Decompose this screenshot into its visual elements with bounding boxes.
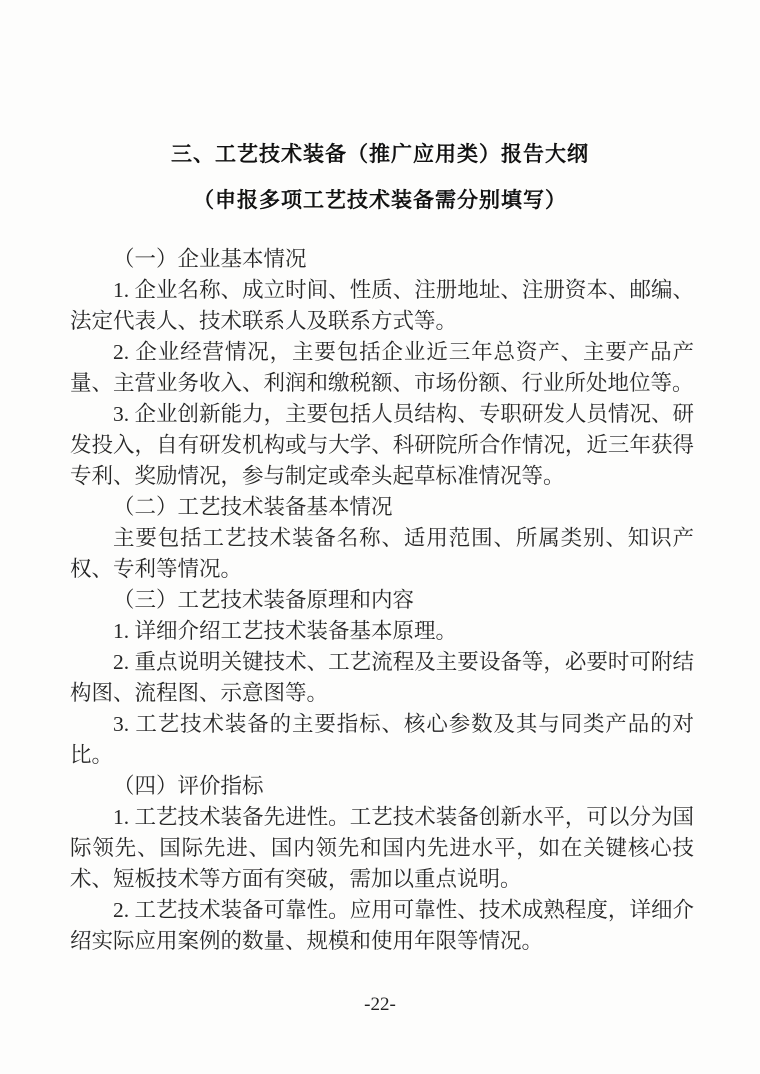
paragraph: 3. 工艺技术装备的主要指标、核心参数及其与同类产品的对比。 (70, 712, 694, 767)
document-subtitle: （申报多项工艺技术装备需分别填写） (193, 189, 567, 212)
section-heading-2: （二）工艺技术装备基本情况 (113, 495, 393, 519)
paragraph: 1. 工艺技术装备先进性。工艺技术装备创新水平，可以分为国际领先、国际先进、国内领先和国内先进水平，如在关键核心技术、短板技术等方面有突破，需加以重点说明。 (70, 805, 694, 891)
paragraph: 2. 企业经营情况，主要包括企业近三年总资产、主要产品产量、主营业务收入、利润和缴税额、市场份额、行业所处地位等。 (70, 340, 694, 395)
section-heading-1: （一）企业基本情况 (113, 247, 307, 271)
paragraph: 3. 企业创新能力，主要包括人员结构、专职研发人员情况、研发投入，自有研发机构或与大学、科研院所合作情况，近三年获得专利、奖励情况，参与制定或牵头起草标准情况等。 (70, 402, 694, 488)
section-heading-4: （四）评价指标 (113, 774, 264, 798)
paragraph: 2. 重点说明关键技术、工艺流程及主要设备等，必要时可附结构图、流程图、示意图等。 (70, 650, 694, 705)
document-title: 三、工艺技术装备（推广应用类）报告大纲 (171, 143, 589, 166)
paragraph: 主要包括工艺技术装备名称、适用范围、所属类别、知识产权、专利等情况。 (70, 526, 694, 581)
document-body (70, 244, 694, 957)
section-heading-3: （三）工艺技术装备原理和内容 (113, 588, 415, 612)
paragraph: 1. 企业名称、成立时间、性质、注册地址、注册资本、邮编、法定代表人、技术联系人及联系方式等。 (70, 278, 694, 333)
paragraph: 2. 工艺技术装备可靠性。应用可靠性、技术成熟程度，详细介绍实际应用案例的数量、规模和使用年限等情况。 (70, 898, 694, 953)
paragraph: 1. 详细介绍工艺技术装备基本原理。 (113, 619, 458, 643)
page-number: -22- (364, 994, 396, 1015)
